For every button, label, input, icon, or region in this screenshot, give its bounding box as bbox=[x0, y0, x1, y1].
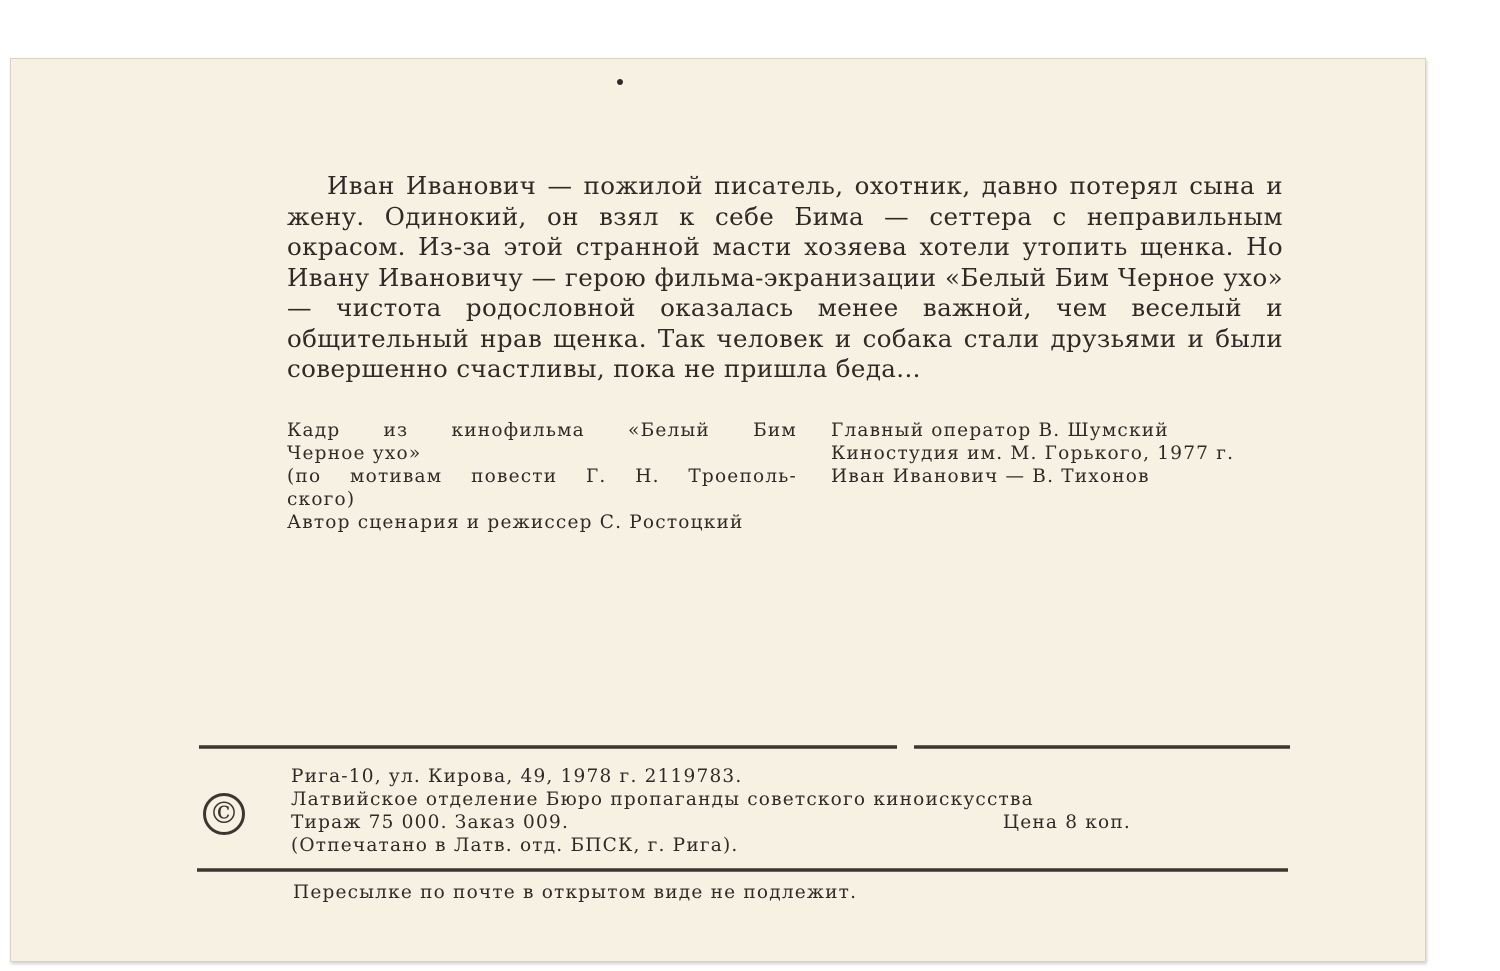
film-description: Иван Иванович — пожилой писатель, охотник, давно потерял сына и жену. Одинокий, он взял к себе Бима — сеттера с неправильным окрасом. Из-за этой странной масти хозяева хотели утопить щенка. Но Ивану Ивановичу — герою фильма-экранизации «Белый Бим Черное ухо» — чистота родословной оказалась менее важной, чем веселый и общительный нрав щенка. Так человек и собака стали друзьями и были совершенно счастливы, пока не пришла беда... bbox=[287, 171, 1283, 383]
imprint-price: Цена 8 коп. bbox=[1002, 812, 1131, 833]
imprint-publisher: Латвийское отделение Бюро пропаганды советского киноискусства bbox=[291, 789, 1034, 810]
imprint-address: Рига-10, ул. Кирова, 49, 1978 г. 2119783. bbox=[291, 766, 743, 787]
credit-line: Главный оператор В. Шумский bbox=[831, 420, 1169, 441]
postcard-back bbox=[10, 58, 1426, 962]
divider-rule bbox=[199, 745, 897, 749]
credit-line: Черное ухо» bbox=[287, 443, 422, 464]
publisher-imprint bbox=[291, 765, 1131, 857]
credit-line: (по мотивам повести Г. Н. Троеполь- bbox=[287, 466, 797, 487]
credit-line: ского) bbox=[287, 489, 356, 510]
credit-line: Автор сценария и режиссер С. Ростоцкий bbox=[287, 512, 744, 533]
postal-notice: Пересылке по почте в открытом виде не подлежит. bbox=[293, 882, 858, 903]
divider-rule bbox=[197, 868, 1288, 872]
film-credits-left bbox=[287, 419, 797, 534]
credit-line: Иван Иванович — В. Тихонов bbox=[831, 466, 1150, 487]
copyright-icon: © bbox=[203, 793, 245, 835]
imprint-print-run: Тираж 75 000. Заказ 009. bbox=[291, 812, 570, 833]
ink-dot bbox=[617, 79, 623, 85]
credit-line: Кадр из кинофильма «Белый Бим bbox=[287, 420, 797, 441]
imprint-printed-at: (Отпечатано в Латв. отд. БПСК, г. Рига). bbox=[291, 835, 739, 856]
film-credits-right bbox=[831, 419, 1291, 488]
divider-rule bbox=[914, 745, 1290, 749]
credit-line: Киностудия им. М. Горького, 1977 г. bbox=[831, 443, 1235, 464]
imprint-run-row bbox=[291, 811, 1131, 834]
